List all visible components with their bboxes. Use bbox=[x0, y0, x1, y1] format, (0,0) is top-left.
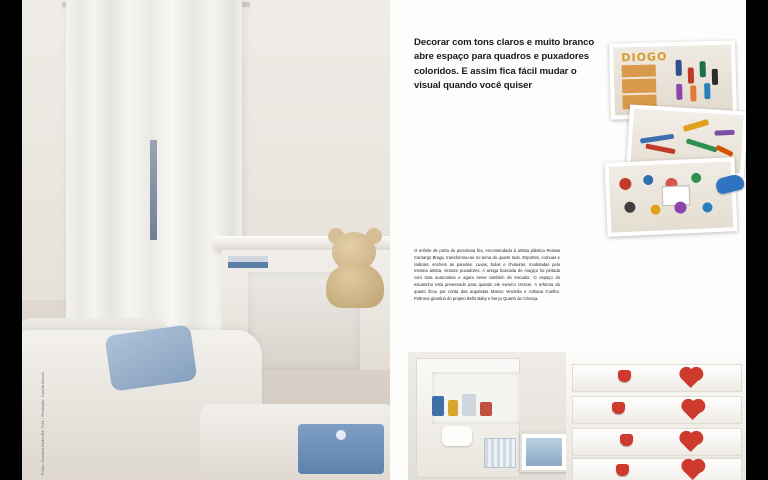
teddy-bear bbox=[322, 232, 388, 306]
hanging-figure bbox=[690, 85, 696, 101]
red-knob bbox=[616, 464, 629, 476]
teddy-body bbox=[326, 264, 384, 308]
toy-cow bbox=[442, 426, 472, 446]
blue-cushion bbox=[105, 324, 198, 391]
letterbox-bar-left bbox=[0, 0, 22, 480]
photo-credit: Fotos: Gustavo Bodin/Ed. Três - Produção: Camila Bissoli bbox=[41, 371, 45, 475]
object-item bbox=[640, 134, 674, 144]
magazine-spread bbox=[22, 0, 746, 480]
knob-item bbox=[650, 204, 660, 214]
red-knob bbox=[612, 402, 625, 414]
ladder-shelf bbox=[622, 64, 657, 109]
body-copy: O enfeite de porta de porcelana fria, encomendado à artista plástica Renata Camargo Braga, transformou-se no tema do quarto todo. Esportes, cornuas e radicais, enchem as paredes. Luvas, bolas e chuteiras, modeladas pela mesma artista, viraram puxadores. A antiga bancada de magiço foi pintada com tinta automotiva e agora serve também de trocador. O espaço do escaninho está preservado para quando ele mesmo crescer. A reforma do quarto ficou por conta das arquitetas Marivo Venzella e Adriana Coelho. Poltrona giratória do projeto Bello Baby e berço Quarto de Criança. bbox=[414, 248, 560, 301]
object-item bbox=[714, 130, 734, 136]
knob-item bbox=[674, 201, 687, 214]
page-headline: Decorar com tons claros e muito branco abre espaço para quadros e puxadores coloridos. E assim fica fácil mudar o visual quando você quiser bbox=[414, 37, 595, 92]
storage-basket bbox=[484, 438, 516, 468]
toy-item bbox=[480, 402, 492, 416]
toy-item bbox=[462, 394, 476, 416]
dresser-drawer bbox=[572, 428, 742, 456]
object-item bbox=[683, 119, 710, 132]
book-stack-bottom bbox=[228, 262, 268, 268]
right-page bbox=[390, 0, 746, 480]
object-item bbox=[715, 145, 733, 157]
hanging-figure bbox=[688, 67, 694, 83]
photo-knobs-collection bbox=[604, 157, 737, 237]
bottom-photo-dresser bbox=[408, 352, 746, 480]
framed-photo-image bbox=[526, 438, 562, 466]
left-page-photo bbox=[22, 0, 390, 480]
toy-item bbox=[448, 400, 458, 416]
object-item bbox=[645, 143, 675, 154]
dresser-drawer bbox=[572, 458, 742, 480]
hanging-figure bbox=[676, 84, 682, 100]
knob-item bbox=[624, 202, 635, 213]
knob-item bbox=[643, 175, 653, 185]
toy-item bbox=[432, 396, 444, 416]
dresser-drawer bbox=[572, 364, 742, 392]
pocket-button bbox=[336, 430, 346, 440]
open-shelf bbox=[432, 372, 520, 424]
hanging-figure bbox=[700, 61, 706, 77]
red-knob bbox=[618, 370, 631, 382]
blue-pocket-organizer bbox=[298, 424, 384, 474]
dresser-drawer bbox=[572, 396, 742, 424]
knob-item bbox=[619, 178, 632, 191]
hanging-figure bbox=[704, 83, 710, 99]
board-name-letters: DIOGO bbox=[621, 50, 668, 65]
hanging-figure bbox=[712, 69, 718, 85]
object-item bbox=[686, 138, 718, 152]
letterbox-bar-right bbox=[746, 0, 768, 480]
knob-item bbox=[702, 202, 712, 212]
framed-photo bbox=[520, 432, 568, 472]
white-dresser bbox=[566, 352, 746, 480]
knob-item bbox=[691, 173, 701, 183]
hanging-figure bbox=[675, 60, 681, 76]
curtain-stripe bbox=[150, 140, 157, 240]
red-knob bbox=[620, 434, 633, 446]
